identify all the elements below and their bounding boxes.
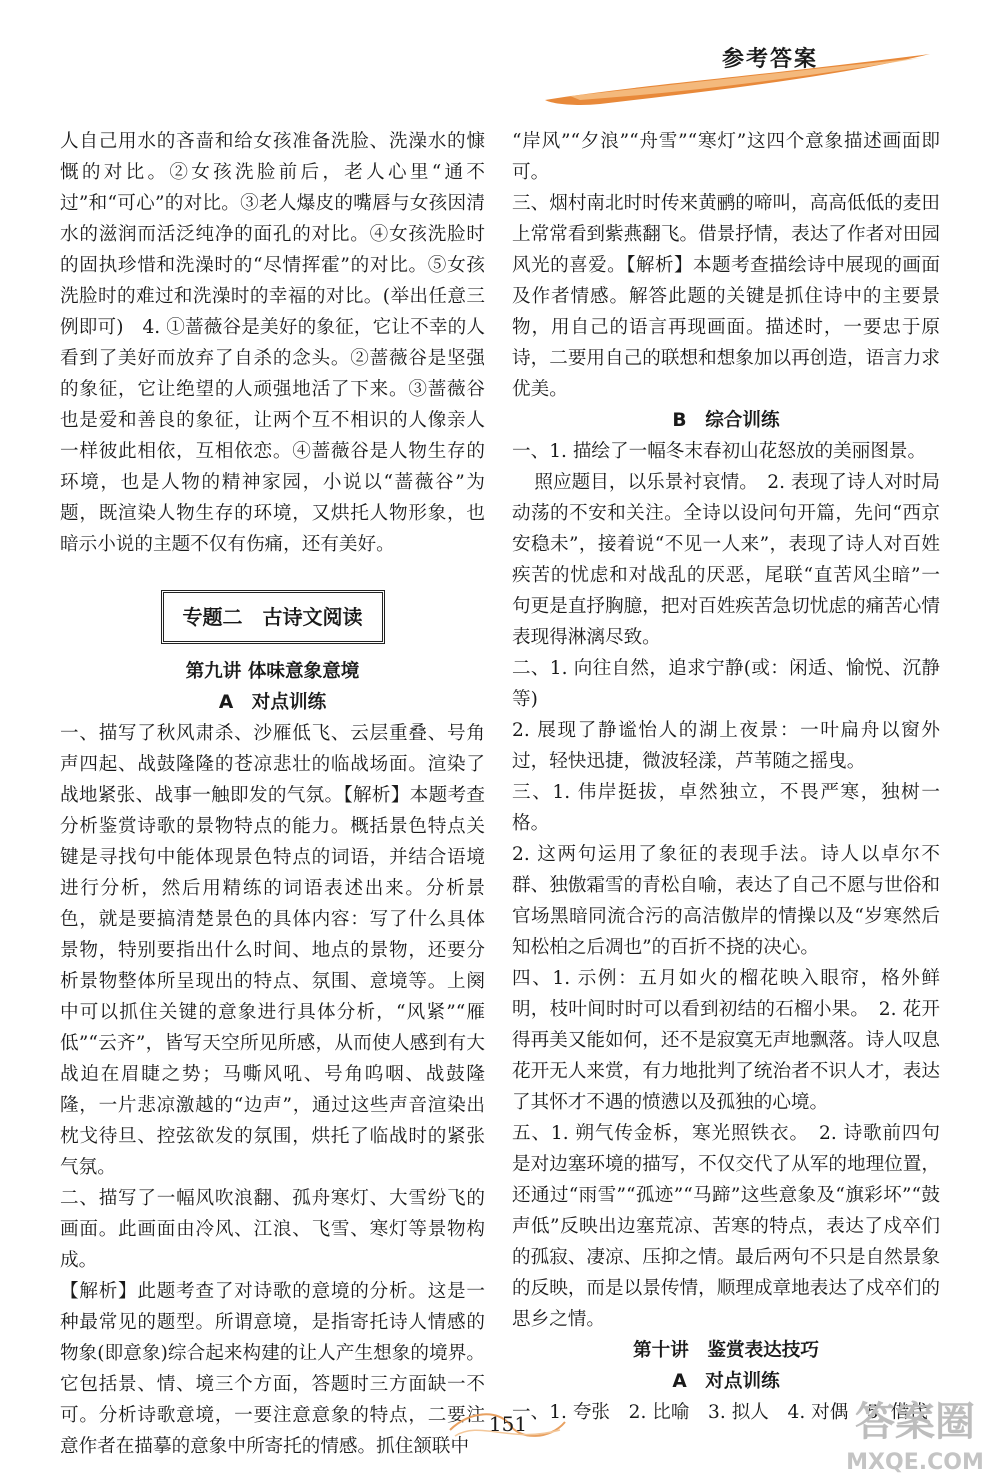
section-a-right: A 对点训练 — [672, 1371, 780, 1392]
left-paragraph-1: 人自己用水的吝啬和给女孩准备洗脸、洗澡水的慷慨的对比。②女孩洗脸前后，老人心里“通不过”和“可心”的对比。③老人爆皮的嘴唇与女孩因清水的滋润而活泛纯净的面孔的对比。④女孩洗脸时的固执珍惜和洗澡时的“尽情挥霍”的对比。⑤女孩洗脸时的难过和洗澡时的幸福的对比。(举出任意三例即可) 4. ①蔷薇谷是美好的象征，它让不幸的人看到了美好而放弃了自杀的念头。②蔷薇谷是坚强的象征，它让绝望的人顽强地活了下来。③蔷薇谷也是爱和善良的象征，让两个互不相识的人像亲人一样彼此相依，互相依恋。④蔷薇谷是人物生存的环境，也是人物的精神家园，小说以“蔷薇谷”为题，既渲染人物生存的环境，又烘托人物形象，也暗示小说的主题不仅有伤痛，还有美好。 — [60, 131, 485, 555]
left-paragraph-2: 一、描写了秋风肃杀、沙雁低飞、云层重叠、号角声四起、战鼓隆隆的苍凉悲壮的临战场面。渲染了战地紧张、战事一触即发的气氛。【解析】本题考查分析鉴赏诗歌的景物特点的能力。概括景色特点关键是寻找句中能体现景色特点的词语，并结合语境进行分析，然后用精练的词语表述出来。分析景色，就是要搞清楚景色的具体内容：写了什么具体景物，特别要指出什么时间、地点的景物，还要分析景物整体所呈现出的特点、氛围、意境等。上阕中可以抓住关键的意象进行具体分析，“风紧”“雁低”“云齐”，皆写天空所见所感，从而使人感到有大战迫在眉睫之势；马嘶风吼、号角呜咽、战鼓隆隆，一片悲凉激越的“边声”，通过这些声音渲染出枕戈待旦、控弦欲发的氛围，烘托了临战时的紧张气氛。 — [60, 723, 485, 1178]
right-paragraph-9: 四、1. 示例：五月如火的榴花映入眼帘，格外鲜明，枝叶间时时可以看到初结的石榴小果。 2. 花开得再美又能如何，还不是寂寞无声地飘落。诗人叹息花开无人来赏，有力地批判了统治者不识人才，表达了其怀才不遇的愤懑以及孤独的心境。 — [512, 968, 940, 1113]
right-paragraph-1: “岸风”“夕浪”“舟雪”“寒灯”这四个意象描述画面即可。 — [512, 131, 940, 183]
page-number: 151 — [488, 1412, 528, 1436]
right-paragraph-3: 一、1. 描绘了一幅冬末春初山花怒放的美丽图景。 — [512, 441, 927, 462]
watermark-logo — [830, 1385, 1000, 1477]
right-paragraph-8: 2. 这两句运用了象征的表现手法。诗人以卓尔不群、独傲霜雪的青松自喻，表达了自己不愿与世俗和官场黑暗同流合污的高洁傲岸的情操以及“岁寒然后知松柏之后凋也”的百折不挠的决心。 — [512, 844, 940, 958]
section-a-left: A 对点训练 — [218, 692, 327, 713]
right-column — [512, 126, 940, 1428]
right-paragraph-5: 二、1. 向往自然，追求宁静(或：闲适、愉悦、沉静等) — [512, 658, 940, 710]
lecture-title-9: 第九讲 体味意象意境 — [185, 661, 360, 682]
topic-box: 专题二 古诗文阅读 — [161, 590, 385, 644]
lecture-title-10: 第十讲 鉴赏表达技巧 — [633, 1340, 819, 1361]
left-paragraph-3: 二、描写了一幅风吹浪翻、孤舟寒灯、大雪纷飞的画面。此画面由冷风、江浪、飞雪、寒灯等景物构成。 — [60, 1188, 485, 1271]
right-last-line: 一、1. 夸张 2. 比喻 3. 拟人 4. 对偶 5. 借代 — [512, 1402, 928, 1423]
left-column — [60, 126, 485, 1462]
left-paragraph-4: 【解析】此题考查了对诗歌的意境的分析。这是一种最常见的题型。所谓意境，是指寄托诗人情感的物象(即意象)综合起来构建的让人产生想象的境界。它包括景、情、境三个方面，答题时三方面缺一不可。分析诗歌意境，一要注意意象的特点，二要注意作者在描摹的意象中所寄托的情感。抓住颔联中 — [60, 1281, 485, 1457]
right-paragraph-4: 照应题目，以乐景衬哀情。 2. 表现了诗人对时局动荡的不安和关注。全诗以设问句开篇，先问“西京安稳未”，接着说“不见一人来”，表现了诗人对百姓疾苦的忧虑和对战乱的厌恶，尾联“直苦风尘暗”一句更是直抒胸臆，把对百姓疾苦急切忧虑的痛苦心情表现得淋漓尽致。 — [512, 472, 940, 648]
right-paragraph-7: 三、1. 伟岸挺拔，卓然独立，不畏严寒，独树一格。 — [512, 782, 940, 834]
watermark-url: MXQE.COM — [846, 1450, 984, 1475]
right-paragraph-6: 2. 展现了静谧怡人的湖上夜景：一叶扁舟以窗外过，轻快迅捷，微波轻漾，芦苇随之摇曳。 — [512, 720, 940, 772]
right-paragraph-10: 五、1. 朔气传金柝，寒光照铁衣。 2. 诗歌前四句是对边塞环境的描写，不仅交代了从军的地理位置，还通过“雨雪”“孤迹”“马蹄”这些意象及“旗彩坏”“鼓声低”反映出边塞荒凉、苦寒的特点，表达了戍卒们的孤寂、凄凉、压抑之情。最后两句不只是自然景象的反映，而是以景传情，顺理成章地表达了戍卒们的思乡之情。 — [512, 1123, 940, 1330]
header-title: 参考答案 — [722, 47, 819, 72]
section-b: B 综合训练 — [672, 410, 780, 431]
watermark-title: 答案圈 — [855, 1399, 975, 1445]
right-paragraph-2: 三、烟村南北时时传来黄鹂的啼叫，高高低低的麦田上常常看到紫燕翻飞。借景抒情，表达了作者对田园风光的喜爱。【解析】本题考查描绘诗中展现的画面及作者情感。解答此题的关键是抓住诗中的主要景物，用自己的语言再现画面。描述时，一要忠于原诗，二要用自己的联想和想象加以再创造，语言力求优美。 — [512, 193, 940, 400]
